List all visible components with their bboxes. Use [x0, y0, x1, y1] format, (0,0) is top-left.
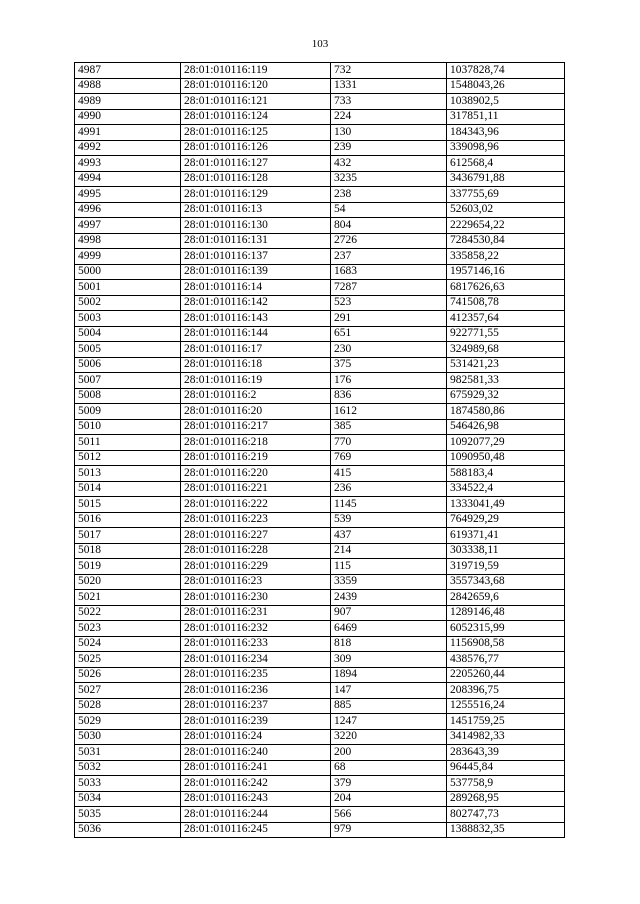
- table-row: [75, 512, 565, 528]
- area-cell: 1683: [331, 264, 447, 280]
- row-number-cell: 5025: [75, 652, 181, 668]
- area-cell: 204: [331, 791, 447, 807]
- table-row: [75, 745, 565, 761]
- cadastral-number-cell: 28:01:010116:245: [181, 822, 331, 838]
- cadastral-value-cell: 337755,69: [447, 187, 565, 203]
- table-row: [75, 528, 565, 544]
- cadastral-value-cell: 588183,4: [447, 466, 565, 482]
- area-cell: 238: [331, 187, 447, 203]
- row-number-cell: 5023: [75, 621, 181, 637]
- area-cell: 732: [331, 63, 447, 79]
- table-row: [75, 435, 565, 451]
- cadastral-number-cell: 28:01:010116:18: [181, 357, 331, 373]
- cadastral-number-cell: 28:01:010116:239: [181, 714, 331, 730]
- cadastral-registry-table: [74, 62, 565, 838]
- cadastral-value-cell: 283643,39: [447, 745, 565, 761]
- area-cell: 200: [331, 745, 447, 761]
- cadastral-number-cell: 28:01:010116:231: [181, 605, 331, 621]
- area-cell: 230: [331, 342, 447, 358]
- table-row: [75, 357, 565, 373]
- row-number-cell: 5036: [75, 822, 181, 838]
- cadastral-number-cell: 28:01:010116:222: [181, 497, 331, 513]
- area-cell: 651: [331, 326, 447, 342]
- table-row: [75, 791, 565, 807]
- row-number-cell: 4998: [75, 233, 181, 249]
- cadastral-number-cell: 28:01:010116:233: [181, 636, 331, 652]
- cadastral-number-cell: 28:01:010116:128: [181, 171, 331, 187]
- cadastral-value-cell: 303338,11: [447, 543, 565, 559]
- row-number-cell: 4988: [75, 78, 181, 94]
- cadastral-number-cell: 28:01:010116:232: [181, 621, 331, 637]
- area-cell: 6469: [331, 621, 447, 637]
- area-cell: 1145: [331, 497, 447, 513]
- row-number-cell: 5010: [75, 419, 181, 435]
- cadastral-number-cell: 28:01:010116:221: [181, 481, 331, 497]
- area-cell: 239: [331, 140, 447, 156]
- cadastral-number-cell: 28:01:010116:125: [181, 125, 331, 141]
- row-number-cell: 5012: [75, 450, 181, 466]
- cadastral-value-cell: 1548043,26: [447, 78, 565, 94]
- table-row: [75, 776, 565, 792]
- cadastral-value-cell: 1957146,16: [447, 264, 565, 280]
- row-number-cell: 4987: [75, 63, 181, 79]
- cadastral-value-cell: 324989,68: [447, 342, 565, 358]
- area-cell: 291: [331, 311, 447, 327]
- row-number-cell: 4996: [75, 202, 181, 218]
- row-number-cell: 5028: [75, 698, 181, 714]
- area-cell: 68: [331, 760, 447, 776]
- cadastral-number-cell: 28:01:010116:217: [181, 419, 331, 435]
- area-cell: 3220: [331, 729, 447, 745]
- cadastral-value-cell: 3414982,33: [447, 729, 565, 745]
- cadastral-number-cell: 28:01:010116:127: [181, 156, 331, 172]
- area-cell: 836: [331, 388, 447, 404]
- area-cell: 176: [331, 373, 447, 389]
- area-cell: 309: [331, 652, 447, 668]
- row-number-cell: 5029: [75, 714, 181, 730]
- cadastral-number-cell: 28:01:010116:235: [181, 667, 331, 683]
- row-number-cell: 4990: [75, 109, 181, 125]
- table-row: [75, 404, 565, 420]
- table-row: [75, 698, 565, 714]
- row-number-cell: 5008: [75, 388, 181, 404]
- cadastral-value-cell: 675929,32: [447, 388, 565, 404]
- area-cell: 237: [331, 249, 447, 265]
- cadastral-value-cell: 1092077,29: [447, 435, 565, 451]
- area-cell: 236: [331, 481, 447, 497]
- area-cell: 1247: [331, 714, 447, 730]
- row-number-cell: 5032: [75, 760, 181, 776]
- cadastral-number-cell: 28:01:010116:119: [181, 63, 331, 79]
- row-number-cell: 5018: [75, 543, 181, 559]
- row-number-cell: 5004: [75, 326, 181, 342]
- cadastral-value-cell: 612568,4: [447, 156, 565, 172]
- area-cell: 224: [331, 109, 447, 125]
- row-number-cell: 5024: [75, 636, 181, 652]
- cadastral-number-cell: 28:01:010116:243: [181, 791, 331, 807]
- cadastral-value-cell: 412357,64: [447, 311, 565, 327]
- cadastral-number-cell: 28:01:010116:139: [181, 264, 331, 280]
- area-cell: 523: [331, 295, 447, 311]
- cadastral-value-cell: 7284530,84: [447, 233, 565, 249]
- table-row: [75, 326, 565, 342]
- cadastral-value-cell: 1333041,49: [447, 497, 565, 513]
- area-cell: 770: [331, 435, 447, 451]
- area-cell: 385: [331, 419, 447, 435]
- table-row: [75, 729, 565, 745]
- area-cell: 3359: [331, 574, 447, 590]
- row-number-cell: 5001: [75, 280, 181, 296]
- page-number: 103: [311, 38, 329, 50]
- table-row: [75, 264, 565, 280]
- table-row: [75, 280, 565, 296]
- cadastral-value-cell: 1090950,48: [447, 450, 565, 466]
- cadastral-number-cell: 28:01:010116:20: [181, 404, 331, 420]
- row-number-cell: 5034: [75, 791, 181, 807]
- table-row: [75, 218, 565, 234]
- cadastral-value-cell: 2842659,6: [447, 590, 565, 606]
- row-number-cell: 5021: [75, 590, 181, 606]
- area-cell: 1331: [331, 78, 447, 94]
- cadastral-number-cell: 28:01:010116:124: [181, 109, 331, 125]
- cadastral-number-cell: 28:01:010116:24: [181, 729, 331, 745]
- cadastral-value-cell: 1451759,25: [447, 714, 565, 730]
- row-number-cell: 4999: [75, 249, 181, 265]
- cadastral-number-cell: 28:01:010116:237: [181, 698, 331, 714]
- table-row: [75, 373, 565, 389]
- row-number-cell: 5002: [75, 295, 181, 311]
- cadastral-value-cell: 52603,02: [447, 202, 565, 218]
- cadastral-number-cell: 28:01:010116:130: [181, 218, 331, 234]
- row-number-cell: 5003: [75, 311, 181, 327]
- area-cell: 769: [331, 450, 447, 466]
- cadastral-value-cell: 96445,84: [447, 760, 565, 776]
- cadastral-number-cell: 28:01:010116:220: [181, 466, 331, 482]
- area-cell: 147: [331, 683, 447, 699]
- area-cell: 54: [331, 202, 447, 218]
- table-row: [75, 78, 565, 94]
- area-cell: 130: [331, 125, 447, 141]
- cadastral-number-cell: 28:01:010116:13: [181, 202, 331, 218]
- table-row: [75, 388, 565, 404]
- row-number-cell: 5013: [75, 466, 181, 482]
- cadastral-number-cell: 28:01:010116:2: [181, 388, 331, 404]
- table-row: [75, 590, 565, 606]
- row-number-cell: 4997: [75, 218, 181, 234]
- cadastral-number-cell: 28:01:010116:129: [181, 187, 331, 203]
- cadastral-value-cell: 289268,95: [447, 791, 565, 807]
- table-row: [75, 156, 565, 172]
- cadastral-number-cell: 28:01:010116:144: [181, 326, 331, 342]
- table-row: [75, 652, 565, 668]
- table-row: [75, 140, 565, 156]
- cadastral-value-cell: 741508,78: [447, 295, 565, 311]
- cadastral-value-cell: 982581,33: [447, 373, 565, 389]
- row-number-cell: 5006: [75, 357, 181, 373]
- row-number-cell: 5014: [75, 481, 181, 497]
- row-number-cell: 5020: [75, 574, 181, 590]
- cadastral-value-cell: 1255516,24: [447, 698, 565, 714]
- cadastral-value-cell: 1156908,58: [447, 636, 565, 652]
- row-number-cell: 5031: [75, 745, 181, 761]
- cadastral-number-cell: 28:01:010116:223: [181, 512, 331, 528]
- area-cell: 115: [331, 559, 447, 575]
- table-row: [75, 807, 565, 823]
- row-number-cell: 5017: [75, 528, 181, 544]
- cadastral-number-cell: 28:01:010116:23: [181, 574, 331, 590]
- table-row: [75, 574, 565, 590]
- cadastral-number-cell: 28:01:010116:142: [181, 295, 331, 311]
- cadastral-number-cell: 28:01:010116:240: [181, 745, 331, 761]
- table-row: [75, 109, 565, 125]
- cadastral-number-cell: 28:01:010116:19: [181, 373, 331, 389]
- area-cell: 432: [331, 156, 447, 172]
- cadastral-number-cell: 28:01:010116:121: [181, 94, 331, 110]
- cadastral-value-cell: 1037828,74: [447, 63, 565, 79]
- table-row: [75, 605, 565, 621]
- table-row: [75, 466, 565, 482]
- cadastral-number-cell: 28:01:010116:17: [181, 342, 331, 358]
- table-row: [75, 171, 565, 187]
- cadastral-value-cell: 1289146,48: [447, 605, 565, 621]
- table-row: [75, 683, 565, 699]
- table-row: [75, 125, 565, 141]
- cadastral-value-cell: 6052315,99: [447, 621, 565, 637]
- area-cell: 566: [331, 807, 447, 823]
- cadastral-number-cell: 28:01:010116:234: [181, 652, 331, 668]
- cadastral-number-cell: 28:01:010116:230: [181, 590, 331, 606]
- cadastral-value-cell: 6817626,63: [447, 280, 565, 296]
- cadastral-value-cell: 2229654,22: [447, 218, 565, 234]
- cadastral-value-cell: 184343,96: [447, 125, 565, 141]
- area-cell: 539: [331, 512, 447, 528]
- area-cell: 804: [331, 218, 447, 234]
- row-number-cell: 5000: [75, 264, 181, 280]
- cadastral-value-cell: 335858,22: [447, 249, 565, 265]
- table-row: [75, 636, 565, 652]
- row-number-cell: 4994: [75, 171, 181, 187]
- cadastral-number-cell: 28:01:010116:244: [181, 807, 331, 823]
- table-row: [75, 760, 565, 776]
- area-cell: 885: [331, 698, 447, 714]
- area-cell: 1612: [331, 404, 447, 420]
- table-row: [75, 714, 565, 730]
- row-number-cell: 4993: [75, 156, 181, 172]
- cadastral-number-cell: 28:01:010116:236: [181, 683, 331, 699]
- cadastral-value-cell: 1038902,5: [447, 94, 565, 110]
- cadastral-number-cell: 28:01:010116:241: [181, 760, 331, 776]
- cadastral-number-cell: 28:01:010116:137: [181, 249, 331, 265]
- cadastral-value-cell: 1388832,35: [447, 822, 565, 838]
- row-number-cell: 5016: [75, 512, 181, 528]
- cadastral-value-cell: 802747,73: [447, 807, 565, 823]
- table-row: [75, 543, 565, 559]
- area-cell: 733: [331, 94, 447, 110]
- cadastral-value-cell: 334522,4: [447, 481, 565, 497]
- table-body: [75, 63, 565, 838]
- cadastral-value-cell: 339098,96: [447, 140, 565, 156]
- table-row: [75, 311, 565, 327]
- row-number-cell: 4991: [75, 125, 181, 141]
- cadastral-number-cell: 28:01:010116:218: [181, 435, 331, 451]
- table-row: [75, 187, 565, 203]
- row-number-cell: 4989: [75, 94, 181, 110]
- row-number-cell: 5026: [75, 667, 181, 683]
- row-number-cell: 5007: [75, 373, 181, 389]
- cadastral-number-cell: 28:01:010116:229: [181, 559, 331, 575]
- area-cell: 3235: [331, 171, 447, 187]
- table-row: [75, 419, 565, 435]
- cadastral-value-cell: 208396,75: [447, 683, 565, 699]
- cadastral-value-cell: 3436791,88: [447, 171, 565, 187]
- cadastral-value-cell: 531421,23: [447, 357, 565, 373]
- row-number-cell: 5022: [75, 605, 181, 621]
- cadastral-number-cell: 28:01:010116:228: [181, 543, 331, 559]
- table-row: [75, 450, 565, 466]
- row-number-cell: 5030: [75, 729, 181, 745]
- table-row: [75, 63, 565, 79]
- cadastral-value-cell: 317851,11: [447, 109, 565, 125]
- cadastral-number-cell: 28:01:010116:242: [181, 776, 331, 792]
- row-number-cell: 5033: [75, 776, 181, 792]
- row-number-cell: 5015: [75, 497, 181, 513]
- cadastral-number-cell: 28:01:010116:143: [181, 311, 331, 327]
- table-row: [75, 559, 565, 575]
- row-number-cell: 4992: [75, 140, 181, 156]
- cadastral-value-cell: 3557343,68: [447, 574, 565, 590]
- row-number-cell: 5019: [75, 559, 181, 575]
- area-cell: 979: [331, 822, 447, 838]
- table-row: [75, 94, 565, 110]
- row-number-cell: 5005: [75, 342, 181, 358]
- area-cell: 907: [331, 605, 447, 621]
- table-row: [75, 497, 565, 513]
- area-cell: 1894: [331, 667, 447, 683]
- cadastral-number-cell: 28:01:010116:131: [181, 233, 331, 249]
- cadastral-value-cell: 1874580,86: [447, 404, 565, 420]
- table-row: [75, 233, 565, 249]
- cadastral-value-cell: 922771,55: [447, 326, 565, 342]
- area-cell: 2726: [331, 233, 447, 249]
- row-number-cell: 5011: [75, 435, 181, 451]
- table-row: [75, 822, 565, 838]
- area-cell: 818: [331, 636, 447, 652]
- cadastral-number-cell: 28:01:010116:14: [181, 280, 331, 296]
- area-cell: 7287: [331, 280, 447, 296]
- cadastral-value-cell: 619371,41: [447, 528, 565, 544]
- table-row: [75, 342, 565, 358]
- row-number-cell: 5035: [75, 807, 181, 823]
- row-number-cell: 4995: [75, 187, 181, 203]
- area-cell: 415: [331, 466, 447, 482]
- cadastral-value-cell: 764929,29: [447, 512, 565, 528]
- table-row: [75, 481, 565, 497]
- cadastral-value-cell: 438576,77: [447, 652, 565, 668]
- table-row: [75, 667, 565, 683]
- area-cell: 214: [331, 543, 447, 559]
- row-number-cell: 5009: [75, 404, 181, 420]
- table-row: [75, 202, 565, 218]
- row-number-cell: 5027: [75, 683, 181, 699]
- cadastral-number-cell: 28:01:010116:126: [181, 140, 331, 156]
- cadastral-number-cell: 28:01:010116:219: [181, 450, 331, 466]
- area-cell: 375: [331, 357, 447, 373]
- cadastral-value-cell: 537758,9: [447, 776, 565, 792]
- table-row: [75, 249, 565, 265]
- area-cell: 437: [331, 528, 447, 544]
- table-row: [75, 295, 565, 311]
- cadastral-number-cell: 28:01:010116:120: [181, 78, 331, 94]
- cadastral-number-cell: 28:01:010116:227: [181, 528, 331, 544]
- cadastral-value-cell: 2205260,44: [447, 667, 565, 683]
- area-cell: 2439: [331, 590, 447, 606]
- table-row: [75, 621, 565, 637]
- cadastral-value-cell: 546426,98: [447, 419, 565, 435]
- area-cell: 379: [331, 776, 447, 792]
- cadastral-value-cell: 319719,59: [447, 559, 565, 575]
